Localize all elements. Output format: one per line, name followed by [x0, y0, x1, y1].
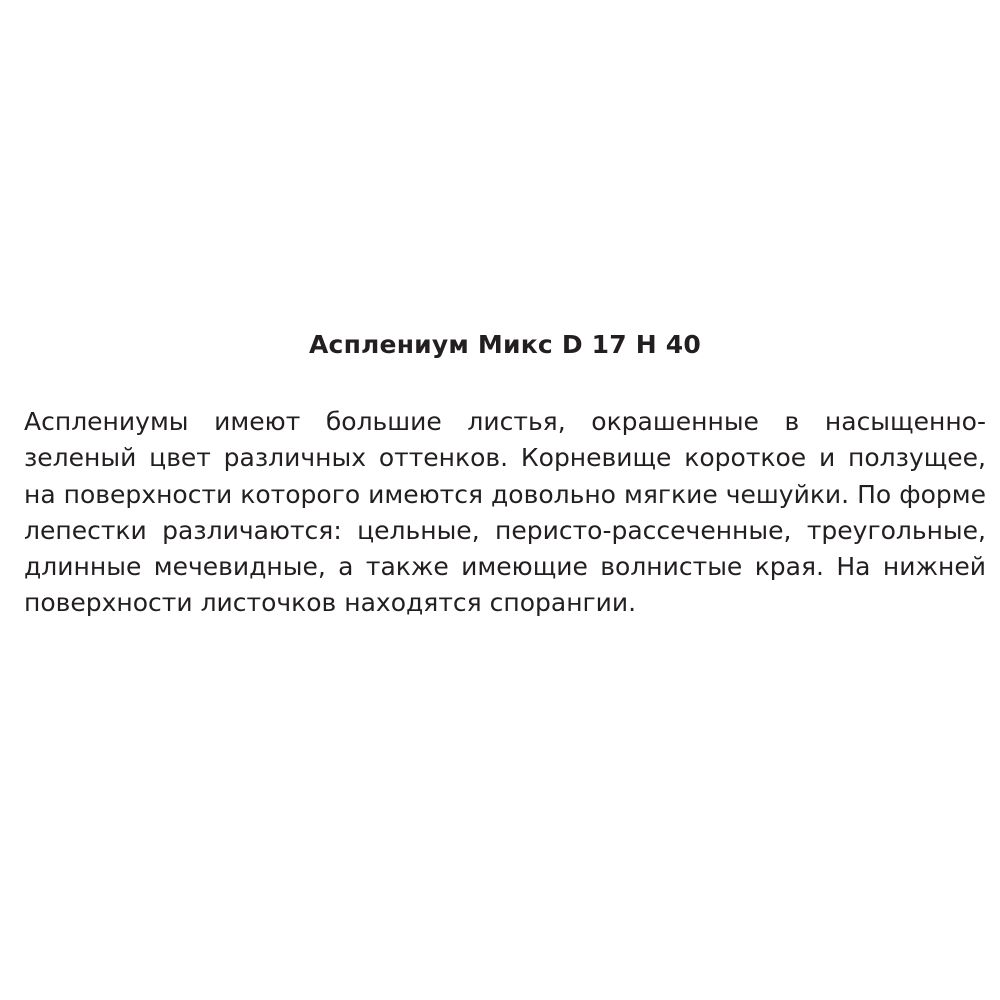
product-description-block — [24, 330, 986, 622]
page-title: Асплениум Микс D 17 H 40 — [309, 330, 701, 359]
description-paragraph: Асплениумы имеют большие листья, окрашенные в насыщенно-зеленый цвет различных оттенков. Корневище короткое и ползущее, на поверхности которого имеются довольно мягкие чешуйки. По форме лепестки различаются: цельные, перисто-рассеченные, треугольные, длинные мечевидные, а также имеющие волнистые края. На нижней поверхности листочков находятся спорангии. — [24, 407, 986, 618]
